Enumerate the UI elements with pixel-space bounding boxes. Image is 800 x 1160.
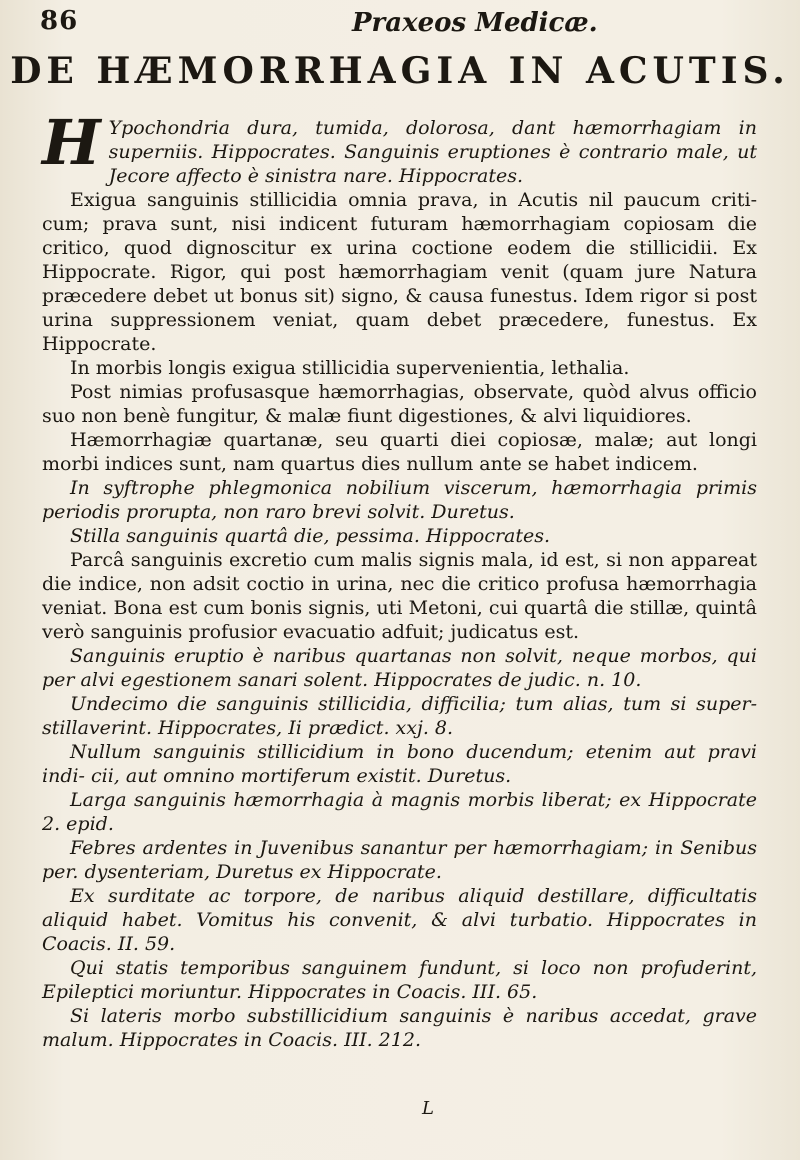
paragraph-14: Ex surditate ac torpore, de naribus aliquid destillare, difficultatis aliquid habet. Vomitus his convenit, & alvi turbatio. Hippocrates in Coacis. II. 59. — [42, 885, 757, 955]
paragraph-16: Si lateris morbo substillicidium sanguinis è naribus accedat, grave malum. Hippocrates in Coacis. III. 212. — [42, 1005, 757, 1051]
paragraph-15: Qui statis temporibus sanguinem fundunt, si loco non profuderint, Epileptici moriuntur. Hippocrates in Coacis. III. 65. — [42, 957, 757, 1003]
paragraph-3: In morbis longis exigua stillicidia supervenientia, lethalia. — [70, 357, 630, 379]
paragraph-11: Nullum sanguinis stillicidium in bono ducendum; etenim aut pravi indi- cii, aut omnino mortiferum existit. Duretus. — [42, 741, 757, 787]
paragraph-4: Post nimias profusasque hæmorrhagias, observate, quòd alvus officio suo non benè fungitur, & malæ fiunt digestiones, & alvi liquidiores. — [42, 381, 757, 427]
paragraph-7: Stilla sanguinis quartâ die, pessima. Hippocrates. — [70, 525, 551, 547]
paragraph-10: Undecimo die sanguinis stillicidia, difficilia; tum alias, tum si super- stillaverint. Hippocrates, Ii prædict. xxj. 8. — [42, 693, 757, 739]
body-text — [42, 106, 757, 1052]
paragraph-9: Sanguinis eruptio è naribus quartanas non solvit, neque morbos, qui per alvi egestionem sanari solent. Hippocrates de judic. n. 10. — [42, 645, 757, 691]
running-head: Praxeos Medicæ. — [352, 8, 598, 38]
paragraph-text: Ypochondria dura, tumida, dolorosa, dant hæmorrhagiam in superniis. Hippocrates. Sanguinis eruptiones è contrario male, ut Jecore affecto è sinistra nare. Hippocrates. — [108, 117, 757, 187]
paragraph-6: In syftrophe phlegmonica nobilium viscerum, hæmorrhagia primis periodis prorupta, non raro brevi solvit. Duretus. — [42, 477, 757, 523]
page-number: 86 — [40, 6, 79, 36]
paragraph-1 — [42, 106, 757, 188]
paragraph-12: Larga sanguinis hæmorrhagia à magnis morbis liberat; ex Hippocrate 2. epid. — [42, 789, 757, 835]
section-title: DE HÆMORRHAGIA IN ACUTIS. — [10, 50, 790, 92]
paragraph-8: Parcâ sanguinis excretio cum malis signis mala, id est, si non appareat die indice, non adsit coctio in urina, nec die critico profusa hæmorrhagia veniat. Bona est cum bonis signis, uti Metoni, cui quartâ die stillæ, quintâ verò sanguinis profusior evacuatio adfuit; judicatus est. — [42, 549, 757, 643]
signature-mark: L — [422, 1098, 434, 1119]
page-header — [0, 4, 800, 44]
paragraph-5: Hæmorrhagiæ quartanæ, seu quarti diei copiosæ, malæ; aut longi morbi indices sunt, nam quartus dies nullum ante se habet indicem. — [42, 429, 757, 475]
paragraph-2: Exigua sanguinis stillicidia omnia prava, in Acutis nil paucum criti- cum; prava sunt, nisi indicent futuram hæmorrhagiam copiosam die critico, quod dignoscitur ex urina coctione eodem die stillicidii. Ex Hippocrate. Rigor, qui post hæmorrhagiam venit (quam jure Natura præcedere debet ut bonus sit) signo, & causa funestus. Idem rigor si post urina suppressionem veniat, quam debet præcedere, funestus. Ex Hippocrate. — [42, 189, 757, 355]
paragraph-13: Febres ardentes in Juvenibus sanantur per hæmorrhagiam; in Senibus per. dysenteriam, Duretus ex Hippocrate. — [42, 837, 757, 883]
drop-cap: H — [42, 106, 101, 179]
